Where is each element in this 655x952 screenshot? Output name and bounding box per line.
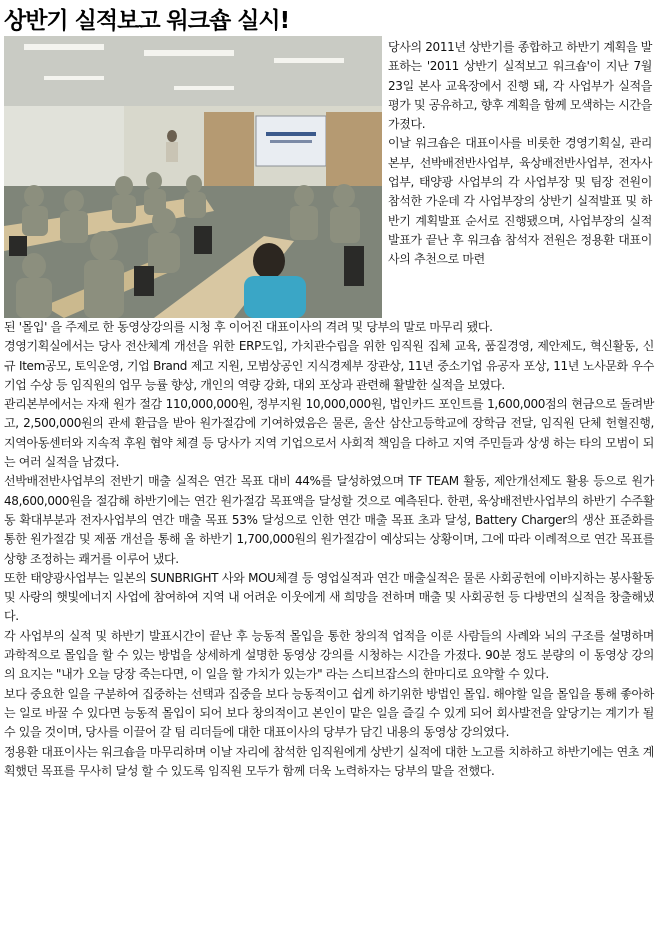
article-body: [4, 318, 654, 781]
article-title: 상반기 실적보고 워크숍 실시!: [4, 8, 290, 34]
body-paragraph: 관리본부에서는 자재 원가 절감 110,000,000원, 정부지원 10,000,000원, 법인카드 포인트를 1,600,000점의 현금으로 돌려받고, 2,500,000원의 관세 환급을 받아 원가절감에 기여하였음은 물론, 울산 삼산고등학교에 장학금 전달, 임직원 단체 헌혈진행, 지역아동센터와 지속적 후원 협약 체결 등 당사가 지역 기업으로서 사회적 책임을 다하고 지역 주민들과 상생 하는 타의 모범이 되는 여러 실적을 남겼다.: [4, 397, 654, 470]
intro-paragraph-1: 당사의 2011년 상반기를 종합하고 하반기 계획을 발표하는 '2011 상반기 실적보고 워크숍'이 지난 7월 23일 본사 교육장에서 진행 돼, 각 사업부가 실적을 평가 및 공유하고, 향후 계획을 함께 모색하는 시간을 가졌다.: [388, 40, 652, 132]
body-paragraph: 각 사업부의 실적 및 하반기 발표시간이 끝난 후 능동적 몰입을 통한 창의적 업적을 이룬 사람들의 사례와 뇌의 구조를 설명하며 과학적으로 몰입을 할 수 있는 방법을 상세하게 설명한 동영상 강의를 시청하는 시간을 가졌다. 90분 정도 분량의 이 동영상 강의의 요지는 "내가 오늘 당장 죽는다면, 이 일을 할 가치가 있는가" 라는 스티브잡스의 한마디로 요약할 수 있다.: [4, 628, 654, 682]
body-paragraph: 보다 중요한 일을 구분하여 집중하는 선택과 집중을 보다 능동적이고 쉽게 하기위한 방법인 몰입. 해야할 일을 몰입을 통해 좋아하는 일로 바꿀 수 있다면 능동적 몰입이 되어 보다 창의적이고 본인이 맡은 일을 즐길 수 있게 되어 회사발전을 앞당기는 계기가 될 수 있을 것이며, 당사를 이끌어 갈 팀 리더들에 대한 대표이사의 당부가 담긴 내용의 동영상 강의였다.: [4, 686, 654, 740]
intro-column: [388, 38, 652, 270]
body-paragraph: 정용환 대표이사는 워크숍을 마무리하며 이날 자리에 참석한 임직원에게 상반기 실적에 대한 노고를 치하하고 하반기에는 연초 계획했던 목표를 무사히 달성 할 수 있도록 임직원 모두가 함께 더욱 노력하자는 당부의 말을 전했다.: [4, 744, 654, 778]
body-paragraph: 선박배전반사업부의 전반기 매출 실적은 연간 목표 대비 44%를 달성하였으며 TF TEAM 활동, 제안개선제도 활용 등으로 원가 48,600,000원을 절감해 하반기에는 연간 원가절감 목표액을 달성할 것으로 예측된다. 한편, 육상배전반사업부의 하반기 수주활동 확대부분과 전자사업부의 연간 매출 목표 53% 달성으로 인한 연간 매출 목표 초과 달성, Battery Charger의 생산 표준화를 통한 원가절감 및 제품 개선을 통해 올 하반기 1,700,000원의 원가절감이 예상되는 상황이며, 그에 따라 이례적으로 연간 목표를 상향 조정하는 쾌거를 이루어 냈다.: [4, 474, 654, 566]
body-paragraph: 경영기획실에서는 당사 전산체계 개선을 위한 ERP도입, 가치관수립을 위한 임직원 집체 교육, 품질경영, 제안제도, 혁신활동, 신규 Item공모, 토익운영, 기업 Brand 제고 지원, 모범상공인 지식경제부 장관상, 11년 중소기업 유공자 포상, 11년 노사문화 우수기업 수상 등 임직원의 업무 능률 향상, 개인의 역량 강화, 대외 포상과 관련해 활발한 실적을 보였다.: [4, 339, 654, 392]
workshop-photo: [4, 36, 382, 318]
body-paragraph: 또한 태양광사업부는 일본의 SUNBRIGHT 사와 MOU체결 등 영업실적과 연간 매출실적은 물론 사회공헌에 이바지하는 봉사활동 및 사랑의 햇빛에너지 사업에 참여하여 지역 내 어려운 이웃에게 새 희망을 전하며 매출 및 사회공헌 등 다방면의 실적을 창출해냈다.: [4, 570, 654, 624]
body-paragraph: 된 '몰입' 을 주제로 한 동영상강의를 시청 후 이어진 대표이사의 격려 및 당부의 말로 마무리 됐다.: [4, 320, 493, 334]
intro-paragraph-2: 이날 워크숍은 대표이사를 비롯한 경영기획실, 관리본부, 선박배전반사업부, 육상배전반사업부, 전자사업부, 태양광 사업부의 각 사업부장 및 팀장 전원이 참석한 가운데 각 사업부장의 상반기 실적발표 및 하반기 계획발표 순서로 진행됐으며, 사업부장의 실적발표가 끝난 후 워크숍 참석자 전원은 정용환 대표이사의 추천으로 마련: [388, 136, 652, 267]
